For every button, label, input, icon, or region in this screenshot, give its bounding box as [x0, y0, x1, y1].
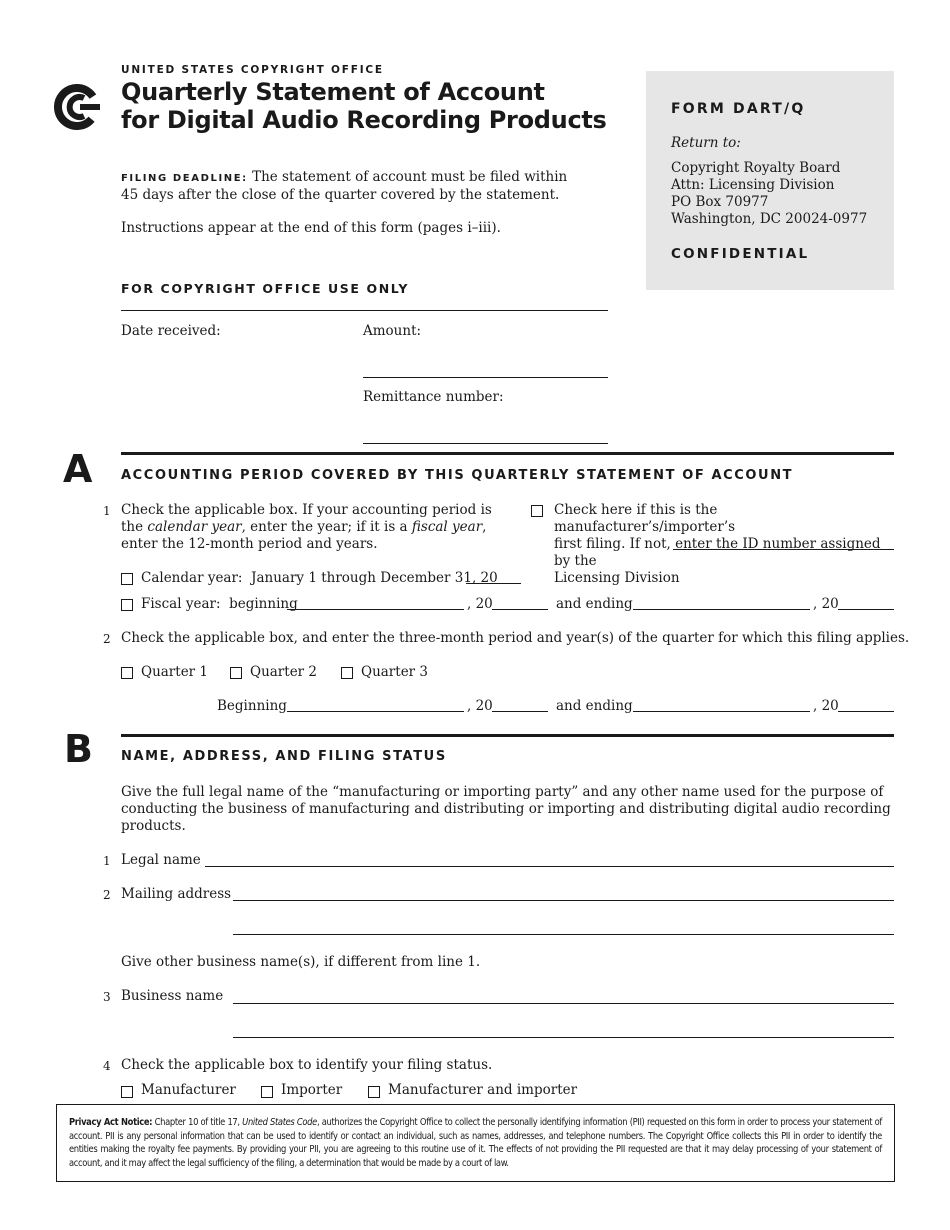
legal-name-label: Legal name	[121, 852, 201, 868]
form-title	[121, 78, 607, 134]
form-info-box	[646, 71, 894, 290]
date-received-label: Date received:	[121, 323, 221, 339]
first-filing-text	[554, 502, 899, 587]
item-number: 2	[103, 888, 111, 902]
fiscal-year-italic: fiscal year	[411, 519, 483, 535]
item-number: 3	[103, 990, 111, 1004]
address-line: Attn: Licensing Division	[671, 177, 835, 193]
fiscal-end-field[interactable]	[633, 609, 810, 610]
form-id: FORM DART/Q	[671, 101, 806, 117]
business-name-field-1[interactable]	[233, 1003, 894, 1004]
legal-name-field[interactable]	[205, 866, 894, 867]
importer-checkbox[interactable]	[261, 1086, 273, 1098]
quarter-2-checkbox[interactable]	[230, 667, 242, 679]
amount-label: Amount:	[363, 323, 422, 339]
quarter-begin-field[interactable]	[287, 711, 464, 712]
intro-line: products.	[121, 818, 186, 834]
copyright-office-logo	[54, 84, 102, 130]
first-filing-line: Licensing Division	[554, 570, 680, 586]
id-number-field[interactable]	[673, 549, 894, 550]
comma-20: , 20	[467, 596, 493, 612]
item-number: 2	[103, 632, 111, 646]
item-1-instructions	[121, 502, 501, 553]
quarter-3-label: Quarter 3	[361, 664, 429, 680]
manufacturer-and-importer-label: Manufacturer and importer	[388, 1082, 578, 1098]
first-filing-checkbox[interactable]	[531, 505, 543, 517]
importer-label: Importer	[281, 1082, 343, 1098]
quarter-2-label: Quarter 2	[250, 664, 318, 680]
remittance-label: Remittance number:	[363, 389, 504, 405]
fiscal-year-checkbox[interactable]	[121, 599, 133, 611]
quarter-end-field[interactable]	[633, 711, 810, 712]
calendar-year-checkbox[interactable]	[121, 573, 133, 585]
quarter-begin-year-field[interactable]	[492, 711, 548, 712]
comma-20: , 20	[813, 698, 839, 714]
remittance-field[interactable]	[363, 443, 608, 444]
filing-deadline-text-1: The statement of account must be filed within	[252, 169, 568, 185]
filing-deadline-text-2: 45 days after the close of the quarter covered by the statement.	[121, 187, 560, 203]
privacy-notice-label: Privacy Act Notice:	[69, 1117, 153, 1128]
fiscal-year-label	[141, 596, 298, 613]
item-1-text: , enter the year; if it is a	[241, 519, 412, 535]
item-1-text: enter the 12-month period and years.	[121, 536, 378, 552]
address-line: Washington, DC 20024-0977	[671, 211, 868, 227]
mailing-address-field-2[interactable]	[233, 934, 894, 935]
other-names-note: Give other business name(s), if different from line 1.	[121, 954, 481, 970]
title-line-2: for Digital Audio Recording Products	[121, 106, 607, 134]
fiscal-begin-year-field[interactable]	[492, 609, 548, 610]
filing-deadline	[121, 169, 601, 204]
item-1-text: Check the applicable box. If your accounting period is	[121, 502, 492, 518]
first-filing-line: first filing. If not, enter the ID number assigned by the	[554, 536, 881, 569]
fiscal-year-text: Fiscal year:	[141, 596, 221, 612]
calendar-year-field[interactable]	[466, 583, 521, 584]
item-number: 1	[103, 854, 111, 868]
first-filing-line: Check here if this is the manufacturer’s/importer’s	[554, 502, 736, 535]
instructions-note: Instructions appear at the end of this form (pages i–iii).	[121, 220, 501, 236]
calendar-year-row	[141, 570, 498, 587]
privacy-notice-text: , authorizes the Copyright Office to collect the personally identifying information (PII) requested on this form in order to process your statement of account. PII is any personal information that can be used to identify or contact an individual, such as names, addresses, and telephone numbers. The Copyright Office collects this PII in order to identify the entities making the royalty fee payments. By providing your PII, you are agreeing to this routine use of it. The effects of not providing the PII requested are that it may delay processing of your statement of account, and it may affect the legal sufficiency of the filing, a determination that would be made by a court of law.	[69, 1117, 882, 1169]
calendar-year-label: Calendar year:	[141, 570, 243, 586]
quarter-1-checkbox[interactable]	[121, 667, 133, 679]
manufacturer-label: Manufacturer	[141, 1082, 236, 1098]
mailing-address-label: Mailing address	[121, 886, 232, 902]
and-ending-text: and ending	[556, 596, 633, 612]
item-1-text: the	[121, 519, 148, 535]
manufacturer-and-importer-checkbox[interactable]	[368, 1086, 380, 1098]
section-a-letter: A	[63, 447, 93, 491]
item-number: 4	[103, 1059, 111, 1073]
confidential-label: CONFIDENTIAL	[671, 246, 810, 262]
item-number: 1	[103, 504, 111, 518]
beginning-label: Beginning	[217, 698, 287, 714]
comma-20: , 20	[467, 698, 493, 714]
manufacturer-checkbox[interactable]	[121, 1086, 133, 1098]
office-use-heading: FOR COPYRIGHT OFFICE USE ONLY	[121, 281, 410, 296]
section-b-intro	[121, 784, 891, 835]
beginning-text: beginning	[229, 596, 298, 612]
intro-line: Give the full legal name of the “manufacturing or importing party” and any other name used for the purpose of	[121, 784, 884, 800]
section-b-title: NAME, ADDRESS, AND FILING STATUS	[121, 749, 447, 764]
agency-name: UNITED STATES COPYRIGHT OFFICE	[121, 64, 384, 76]
intro-line: conducting the business of manufacturing and distributing or importing and distributing digital audio recording	[121, 801, 891, 817]
fiscal-begin-field[interactable]	[287, 609, 464, 610]
office-use-rule	[121, 310, 608, 311]
return-address	[671, 160, 867, 228]
fiscal-end-year-field[interactable]	[838, 609, 894, 610]
section-a-rule	[121, 452, 894, 455]
comma-20: , 20	[813, 596, 839, 612]
quarter-1-label: Quarter 1	[141, 664, 209, 680]
calendar-year-italic: calendar year	[147, 519, 242, 535]
item-1-text: ,	[482, 519, 487, 535]
item-2-instructions: Check the applicable box, and enter the three-month period and year(s) of the quarter for which this filing applies.	[121, 630, 910, 646]
and-ending-text: and ending	[556, 698, 633, 714]
address-line: PO Box 70977	[671, 194, 769, 210]
quarter-3-checkbox[interactable]	[341, 667, 353, 679]
return-to-label: Return to:	[671, 135, 741, 151]
amount-field[interactable]	[363, 377, 608, 378]
section-b-rule	[121, 734, 894, 737]
privacy-notice-box	[56, 1104, 895, 1182]
filing-status-instructions: Check the applicable box to identify your filing status.	[121, 1057, 493, 1073]
section-b-letter: B	[64, 727, 93, 771]
title-line-1: Quarterly Statement of Account	[121, 78, 545, 106]
section-a-title: ACCOUNTING PERIOD COVERED BY THIS QUARTERLY STATEMENT OF ACCOUNT	[121, 468, 794, 483]
privacy-notice-text: Chapter 10 of title 17,	[152, 1117, 243, 1128]
filing-deadline-label: FILING DEADLINE:	[121, 173, 248, 184]
business-name-label: Business name	[121, 988, 224, 1004]
mailing-address-field-1[interactable]	[233, 900, 894, 901]
privacy-notice-usc: United States Code	[242, 1117, 317, 1128]
address-line: Copyright Royalty Board	[671, 160, 841, 176]
business-name-field-2[interactable]	[233, 1037, 894, 1038]
calendar-year-text: January 1 through December 31, 20	[251, 570, 498, 586]
quarter-end-year-field[interactable]	[838, 711, 894, 712]
